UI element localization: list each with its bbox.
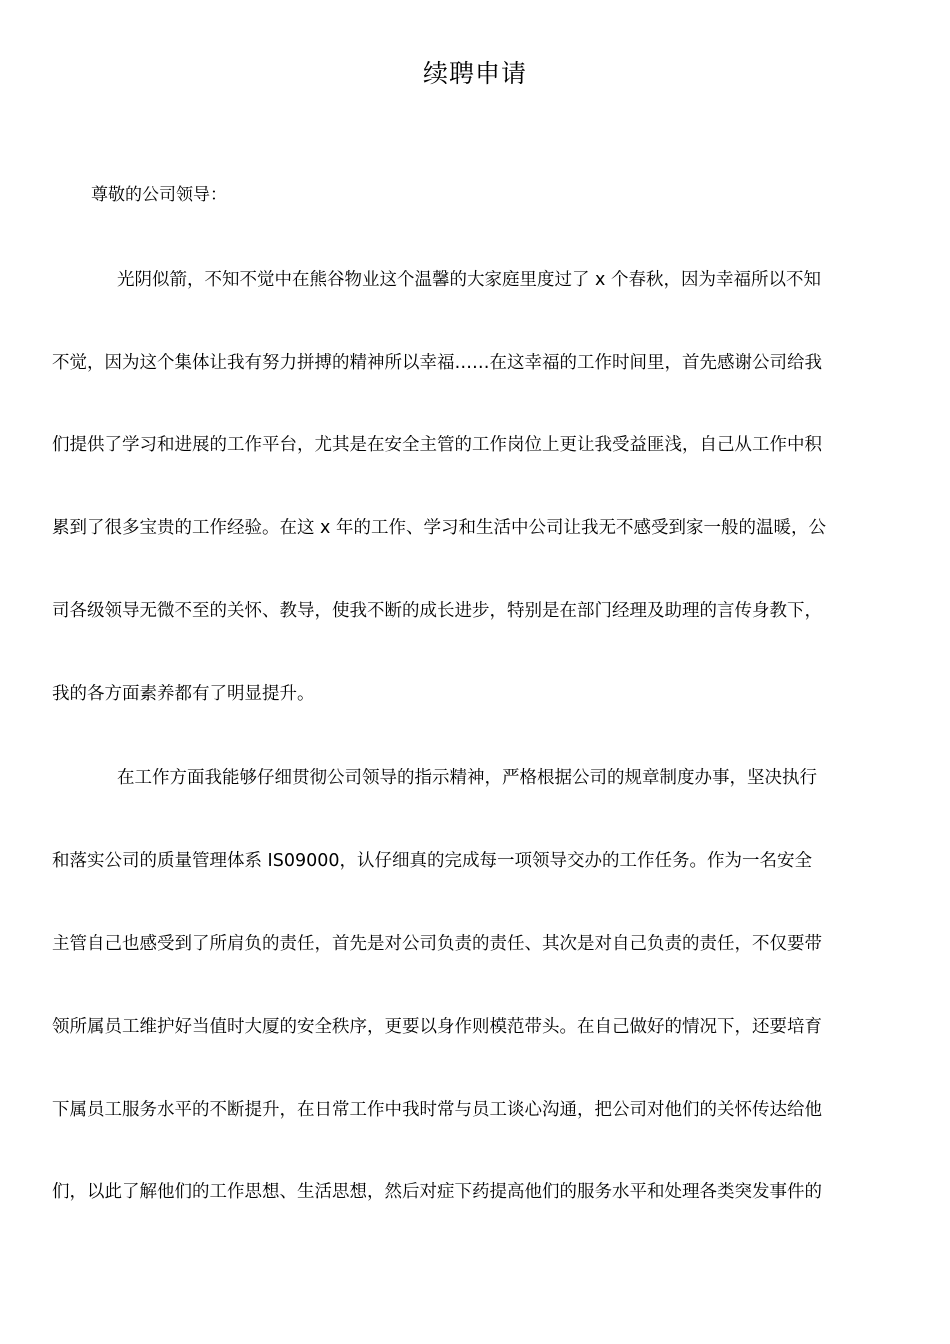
paragraph-1-line-1: 光阴似箭，不知不觉中在熊谷物业这个温馨的大家庭里度过了 x 个春秋，因为幸福所以不知: [117, 270, 821, 290]
paragraph-1-line-4: 累到了很多宝贵的工作经验。在这 x 年的工作、学习和生活中公司让我无不感受到家一般的温暖，公: [52, 518, 826, 538]
paragraph-2-line-4: 领所属员工维护好当值时大厦的安全秩序，更要以身作则模范带头。在自己做好的情况下，还要培育: [52, 1017, 822, 1037]
paragraph-2-line-1: 在工作方面我能够仔细贯彻公司领导的指示精神，严格根据公司的规章制度办事，坚决执行: [117, 768, 817, 788]
paragraph-1-line-3: 们提供了学习和进展的工作平台，尤其是在安全主管的工作岗位上更让我受益匪浅，自己从工作中积: [52, 435, 822, 455]
paragraph-2-line-3: 主管自己也感受到了所肩负的责任，首先是对公司负责的责任、其次是对自己负责的责任，不仅要带: [52, 934, 822, 954]
paragraph-2-line-2: 和落实公司的质量管理体系 IS09000，认仔细真的完成每一项领导交办的工作任务。作为一名安全: [52, 851, 812, 871]
paragraph-1-line-6: 我的各方面素养都有了明显提升。: [52, 684, 315, 704]
paragraph-2-line-6: 们，以此了解他们的工作思想、生活思想，然后对症下药提高他们的服务水平和处理各类突发事件的: [52, 1182, 822, 1202]
paragraph-1-line-5: 司各级领导无微不至的关怀、教导，使我不断的成长进步，特别是在部门经理及助理的言传身教下，: [52, 601, 822, 621]
paragraph-1-line-2: 不觉，因为这个集体让我有努力拼搏的精神所以幸福……在这幸福的工作时间里，首先感谢公司给我: [52, 353, 822, 373]
paragraph-2-line-5: 下属员工服务水平的不断提升，在日常工作中我时常与员工谈心沟通，把公司对他们的关怀传达给他: [52, 1100, 822, 1120]
salutation: 尊敬的公司领导：: [91, 185, 227, 205]
document-title: 续聘申请: [422, 59, 527, 88]
